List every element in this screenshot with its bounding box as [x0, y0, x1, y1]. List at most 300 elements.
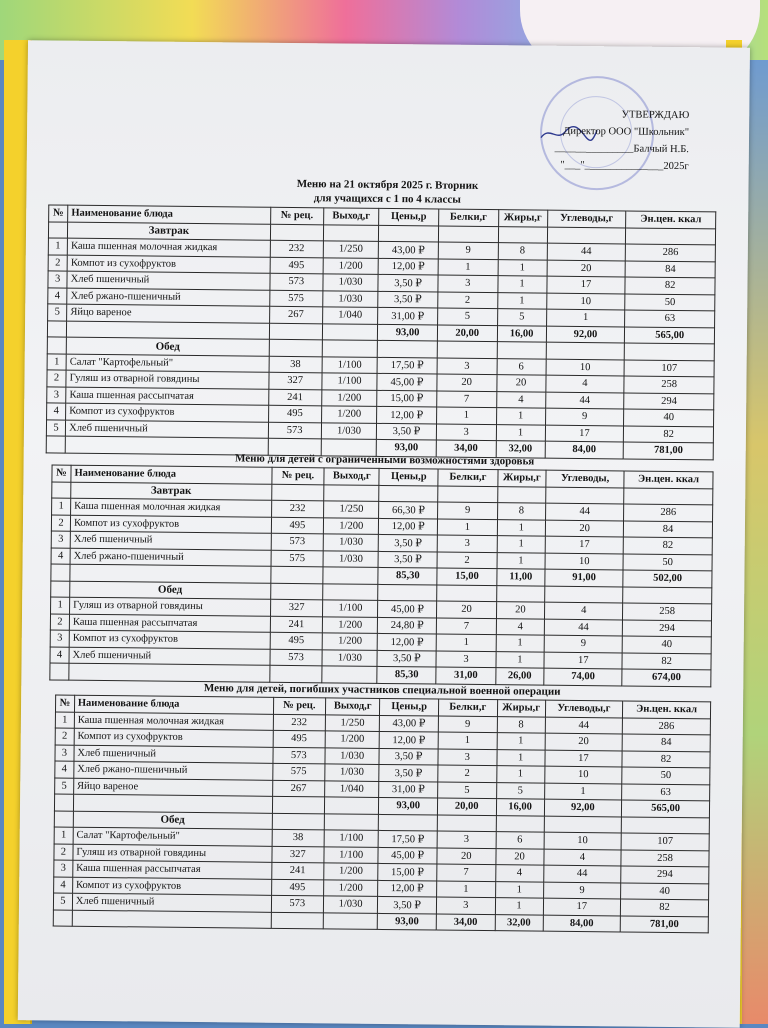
table-cell: 4 — [48, 287, 67, 304]
table-cell: 1 — [55, 712, 74, 729]
table-cell: Каша пшенная молочная жидкая — [71, 498, 272, 517]
table-cell: Хлеб пшеничный — [69, 647, 270, 666]
table-cell: Каша пшенная рассыпчатая — [69, 614, 270, 633]
column-header: Наименование блюда — [68, 205, 271, 224]
table-cell: 15,00 ₽ — [378, 863, 437, 880]
table-cell: 2 — [438, 765, 497, 782]
table-cell: 4 — [54, 877, 73, 894]
empty-cell — [323, 912, 378, 929]
table-cell: 241 — [268, 389, 321, 406]
table-cell: 294 — [621, 866, 709, 883]
table-cell: 3,50 ₽ — [377, 423, 437, 440]
table-cell: 1/200 — [324, 863, 379, 880]
table-cell: 3,50 ₽ — [378, 896, 437, 913]
table-cell: Компот из сухофруктов — [72, 877, 271, 896]
table-cell: 63 — [625, 310, 715, 327]
empty-cell — [438, 226, 498, 243]
table-cell: 7 — [437, 618, 496, 635]
column-header: Углеводы, — [546, 470, 624, 487]
table-cell: 1 — [47, 353, 66, 370]
table-cell: 1/030 — [323, 550, 378, 567]
section-3-title: Меню для детей, погибших участников специальной военной операции — [203, 682, 561, 698]
empty-cell — [379, 814, 438, 831]
table-cell: 1/250 — [325, 714, 380, 731]
table-cell: 9 — [543, 882, 621, 899]
table-cell: 1/200 — [324, 517, 379, 534]
table-cell: 4 — [544, 849, 622, 866]
table-cell: Каша пшенная молочная жидкая — [74, 712, 273, 731]
table-cell: 82 — [622, 750, 710, 767]
column-header: Цены,р — [379, 208, 439, 225]
table-cell: 17 — [544, 652, 622, 669]
table-cell: 1/030 — [325, 747, 380, 764]
table-cell: 4 — [495, 865, 543, 882]
meal-group-title: Завтрак — [71, 482, 272, 501]
table-cell: 3,50 ₽ — [379, 748, 438, 765]
approval-title: УТВЕРЖДАЮ — [621, 109, 690, 122]
table-cell: 3 — [437, 831, 496, 848]
table-cell: 12,00 ₽ — [378, 880, 437, 897]
column-header: Выход,г — [323, 208, 379, 225]
total-cell: 16,00 — [497, 325, 546, 342]
table-cell: 1 — [496, 766, 544, 783]
empty-cell — [270, 566, 323, 583]
empty-cell — [625, 343, 715, 360]
menu-table-section-1 — [46, 204, 717, 459]
empty-cell — [497, 486, 546, 503]
empty-cell — [377, 340, 437, 357]
column-header: Цены,р — [380, 698, 439, 715]
table-cell: 24,80 ₽ — [378, 617, 437, 634]
total-cell: 34,00 — [436, 440, 496, 457]
column-header: № рец. — [270, 207, 323, 224]
table-cell: 43,00 ₽ — [380, 715, 439, 732]
table-cell: Компот из сухофруктов — [66, 403, 269, 422]
empty-cell — [323, 583, 378, 600]
empty-cell — [70, 564, 271, 583]
table-cell: 20 — [496, 375, 545, 392]
table-cell: 5 — [53, 893, 72, 910]
total-cell: 74,00 — [544, 668, 622, 685]
empty-cell — [271, 912, 323, 929]
table-cell: 3 — [436, 897, 495, 914]
empty-cell — [47, 337, 66, 354]
total-cell: 31,00 — [436, 667, 495, 684]
table-cell: Компот из сухофруктов — [74, 728, 273, 747]
table-cell: 327 — [272, 846, 324, 863]
table-cell: 12,00 ₽ — [379, 518, 438, 535]
table-cell: 84 — [622, 734, 710, 751]
empty-cell — [378, 584, 437, 601]
table-cell: 1/100 — [323, 600, 378, 617]
total-cell: 84,00 — [543, 915, 621, 932]
table-cell: 8 — [498, 243, 547, 260]
empty-cell — [324, 797, 379, 814]
table-cell: 286 — [624, 504, 713, 521]
empty-cell — [547, 227, 626, 244]
total-cell: 674,00 — [622, 669, 711, 686]
table-cell: 3 — [48, 271, 67, 288]
table-cell: 1 — [438, 519, 497, 536]
total-cell: 502,00 — [623, 570, 712, 587]
table-cell: 17,50 ₽ — [377, 357, 437, 374]
table-cell: Салат "Картофельный" — [66, 354, 269, 373]
table-cell: 9 — [438, 242, 498, 259]
table-cell: 1 — [496, 408, 545, 425]
column-header: Выход,г — [324, 468, 379, 485]
total-cell: 32,00 — [496, 441, 545, 458]
table-cell: 232 — [271, 500, 324, 517]
table-cell: 3,50 ₽ — [379, 764, 438, 781]
total-cell: 85,30 — [378, 567, 437, 584]
empty-cell — [379, 225, 439, 242]
table-cell: 12,00 ₽ — [379, 731, 438, 748]
total-cell: 93,00 — [379, 797, 438, 814]
table-cell: Каша пшенная рассыпчатая — [66, 387, 269, 406]
table-cell: 3 — [50, 630, 69, 647]
table-cell: 3 — [437, 358, 497, 375]
table-cell: 1/250 — [323, 241, 379, 258]
empty-cell — [322, 666, 377, 683]
table-cell: 31,00 ₽ — [378, 307, 438, 324]
table-cell: 7 — [437, 864, 496, 881]
table-cell: 1 — [438, 259, 498, 276]
table-cell: 1 — [51, 597, 70, 614]
table-cell: 1 — [496, 424, 545, 441]
empty-cell — [438, 486, 497, 503]
table-cell: 4 — [545, 602, 623, 619]
table-cell: 573 — [273, 747, 325, 764]
column-header: № — [55, 695, 74, 712]
table-cell: 1 — [497, 733, 545, 750]
empty-cell — [51, 564, 70, 581]
table-cell: Хлеб ржано-пшеничный — [67, 288, 270, 307]
column-header: Эн.цен. ккал — [626, 211, 716, 228]
table-cell: 286 — [622, 717, 710, 734]
table-cell: 1/030 — [321, 422, 377, 439]
table-cell: 5 — [438, 782, 497, 799]
table-cell: 17 — [545, 425, 624, 442]
empty-cell — [272, 796, 324, 813]
table-cell: 2 — [55, 728, 74, 745]
table-cell: 1/030 — [324, 534, 379, 551]
empty-cell — [269, 323, 322, 340]
menu-table-section-3 — [53, 695, 711, 934]
table-cell: 12,00 ₽ — [378, 258, 438, 275]
table-cell: 1/100 — [322, 356, 378, 373]
table-cell: 2 — [50, 613, 69, 630]
table-cell: 38 — [269, 356, 322, 373]
empty-cell — [54, 811, 73, 828]
table-cell: 495 — [268, 405, 321, 422]
empty-cell — [269, 339, 322, 356]
table-cell: 1 — [436, 407, 496, 424]
table-cell: 5 — [497, 309, 546, 326]
section-1-subtitle: для учащихся с 1 по 4 классы — [313, 192, 461, 206]
table-cell: Хлеб пшеничный — [66, 420, 269, 439]
table-cell: 258 — [623, 603, 712, 620]
table-cell: 44 — [544, 619, 622, 636]
table-cell: 82 — [625, 277, 715, 294]
table-cell: 1 — [498, 259, 547, 276]
table-cell: 3,50 ₽ — [378, 534, 437, 551]
table-cell: 1/200 — [325, 731, 380, 748]
table-cell: 40 — [624, 409, 714, 426]
column-header: Белки,г — [439, 209, 499, 226]
empty-cell — [73, 794, 272, 813]
empty-cell — [271, 484, 324, 501]
section-1-title: Меню на 21 октября 2025 г. Вторник — [296, 178, 479, 192]
empty-cell — [323, 567, 378, 584]
total-cell: 565,00 — [622, 800, 710, 817]
table-cell: 15,00 ₽ — [377, 390, 437, 407]
table-cell: 20 — [495, 848, 543, 865]
table-cell: 20 — [547, 260, 626, 277]
table-cell: Хлеб ржано-пшеничный — [74, 761, 273, 780]
table-cell: Компот из сухофруктов — [67, 255, 270, 274]
table-cell: 8 — [497, 716, 545, 733]
column-header: Наименование блюда — [74, 695, 273, 714]
empty-cell — [54, 794, 73, 811]
table-cell: 44 — [545, 392, 624, 409]
table-cell: 40 — [622, 636, 711, 653]
table-cell: 9 — [545, 408, 624, 425]
column-header: Цены,р — [379, 468, 438, 485]
table-cell: Компот из сухофруктов — [69, 630, 270, 649]
table-cell: 45,00 ₽ — [377, 373, 437, 390]
table-cell: Гуляш из отварной говядины — [70, 597, 271, 616]
table-cell: 6 — [496, 832, 544, 849]
approval-date: "___"_______________2025г — [560, 159, 689, 173]
empty-cell — [69, 663, 270, 682]
empty-cell — [324, 484, 379, 501]
empty-cell — [270, 583, 323, 600]
table-cell: 3 — [438, 535, 497, 552]
table-cell: 241 — [271, 862, 323, 879]
total-cell: 11,00 — [496, 569, 545, 586]
table-cell: 327 — [268, 372, 321, 389]
table-cell: 4 — [55, 761, 74, 778]
table-cell: 5 — [48, 304, 67, 321]
table-cell: 573 — [268, 422, 321, 439]
table-cell: 2 — [438, 292, 498, 309]
table-cell: 1 — [496, 749, 544, 766]
table-cell: 4 — [496, 391, 545, 408]
table-cell: 20 — [496, 602, 545, 619]
empty-cell — [52, 481, 71, 498]
table-cell: 4 — [545, 375, 624, 392]
table-cell: 20 — [437, 374, 497, 391]
total-cell: 781,00 — [624, 442, 714, 459]
table-cell: 1 — [546, 309, 625, 326]
table-cell: 232 — [270, 240, 323, 257]
total-cell: 20,00 — [437, 798, 496, 815]
empty-cell — [324, 813, 379, 830]
table-cell: 1 — [497, 536, 546, 553]
empty-cell — [72, 910, 271, 929]
table-cell: 12,00 ₽ — [377, 633, 436, 650]
table-cell: 1/250 — [324, 501, 379, 518]
empty-cell — [53, 910, 72, 927]
empty-cell — [546, 342, 625, 359]
table-cell: 495 — [273, 730, 325, 747]
column-header: Эн.цен. ккал — [624, 471, 713, 488]
table-cell: 3 — [438, 275, 498, 292]
table-cell: 84 — [625, 260, 715, 277]
table-cell: 1/040 — [325, 780, 380, 797]
table-cell: 575 — [272, 763, 324, 780]
table-cell: 3,50 ₽ — [378, 274, 438, 291]
total-cell: 26,00 — [495, 668, 544, 685]
empty-cell — [498, 226, 547, 243]
column-header: № — [52, 465, 71, 482]
table-cell: 495 — [270, 632, 323, 649]
total-cell: 92,00 — [546, 326, 625, 343]
empty-cell — [322, 323, 378, 340]
table-cell: 1 — [544, 783, 622, 800]
table-cell: Яйцо вареное — [67, 304, 270, 323]
table-cell: 1 — [495, 881, 543, 898]
column-header: Жиры,г — [497, 700, 545, 717]
section-2-title: Меню для детей с ограниченными возможностями здоровья — [234, 452, 535, 468]
empty-cell — [623, 586, 712, 603]
total-cell: 93,00 — [378, 324, 438, 341]
table-cell: 2 — [437, 552, 496, 569]
table-cell: 3,50 ₽ — [378, 551, 437, 568]
empty-cell — [621, 816, 709, 833]
table-cell: 1/100 — [324, 830, 379, 847]
total-cell: 34,00 — [436, 914, 495, 931]
empty-cell — [269, 665, 322, 682]
table-cell: 3 — [54, 860, 73, 877]
table-cell: 573 — [270, 273, 323, 290]
table-cell: 267 — [269, 306, 322, 323]
empty-cell — [496, 585, 545, 602]
table-cell: 17 — [545, 536, 623, 553]
table-cell: 17,50 ₽ — [378, 830, 437, 847]
table-cell: Салат "Картофельный" — [73, 827, 272, 846]
table-cell: 66,30 ₽ — [379, 501, 438, 518]
table-cell: 8 — [497, 503, 546, 520]
table-cell: 5 — [437, 308, 497, 325]
table-cell: 10 — [546, 359, 625, 376]
column-header: Белки,г — [438, 469, 497, 486]
total-cell: 16,00 — [496, 799, 544, 816]
empty-cell — [272, 813, 324, 830]
table-cell: Каша пшенная рассыпчатая — [73, 860, 272, 879]
table-cell: 1 — [54, 827, 73, 844]
table-cell: 7 — [437, 391, 497, 408]
column-header: Углеводы,г — [545, 700, 623, 717]
menu-sheet — [18, 40, 750, 1028]
table-cell: 10 — [546, 293, 625, 310]
table-cell: 1 — [52, 498, 71, 515]
table-cell: 3 — [55, 745, 74, 762]
empty-cell — [50, 663, 69, 680]
column-header: № рец. — [271, 467, 324, 484]
column-header: Выход,г — [325, 698, 380, 715]
table-cell: 1/200 — [323, 257, 379, 274]
table-cell: 294 — [623, 619, 712, 636]
table-cell: 2 — [47, 370, 66, 387]
table-cell: 286 — [626, 244, 716, 261]
table-cell: 1 — [496, 635, 545, 652]
table-cell: 1/030 — [325, 764, 380, 781]
table-cell: 50 — [622, 767, 710, 784]
column-header: № рец. — [273, 697, 325, 714]
table-cell: 232 — [273, 714, 325, 731]
empty-cell — [51, 580, 70, 597]
table-cell: 3 — [51, 531, 70, 548]
table-cell: 44 — [546, 503, 624, 520]
table-cell: 43,00 ₽ — [379, 241, 439, 258]
total-cell: 93,00 — [378, 913, 437, 930]
empty-cell — [270, 224, 323, 241]
table-cell: 10 — [545, 553, 623, 570]
table-cell: 1/200 — [323, 633, 378, 650]
total-cell: 20,00 — [437, 325, 497, 342]
table-cell: 495 — [271, 879, 323, 896]
table-cell: 1 — [497, 519, 546, 536]
total-cell: 93,00 — [376, 439, 436, 456]
meal-group-title: Завтрак — [68, 222, 271, 241]
table-cell: 31,00 ₽ — [379, 781, 438, 798]
table-cell: 6 — [497, 358, 546, 375]
table-cell: Хлеб пшеничный — [70, 531, 271, 550]
table-cell: 9 — [438, 502, 497, 519]
table-cell: 1/200 — [324, 879, 379, 896]
table-cell: 17 — [546, 276, 625, 293]
table-cell: 495 — [271, 517, 324, 534]
column-header: № — [49, 205, 68, 222]
table-cell: 17 — [543, 898, 621, 915]
table-cell: 573 — [271, 895, 323, 912]
column-header: Белки,г — [438, 699, 497, 716]
column-header: Наименование блюда — [71, 465, 272, 484]
table-cell: 1/040 — [322, 307, 378, 324]
table-cell: 4 — [50, 646, 69, 663]
table-cell: 1/030 — [323, 274, 379, 291]
empty-cell — [437, 585, 496, 602]
table-cell: 63 — [622, 783, 710, 800]
table-cell: 1 — [497, 292, 546, 309]
table-cell: 1 — [495, 898, 543, 915]
total-cell: 15,00 — [437, 568, 496, 585]
table-cell: 241 — [270, 616, 323, 633]
table-cell: 1/200 — [322, 389, 378, 406]
table-cell: 575 — [269, 290, 322, 307]
table-cell: 40 — [621, 882, 709, 899]
table-cell: 4 — [47, 403, 66, 420]
empty-cell — [546, 487, 624, 504]
table-cell: 1 — [497, 552, 546, 569]
table-cell: 5 — [55, 778, 74, 795]
table-cell: 10 — [544, 766, 622, 783]
table-cell: 3 — [438, 749, 497, 766]
table-cell: 573 — [271, 533, 324, 550]
table-cell: 1/030 — [323, 290, 379, 307]
empty-cell — [437, 815, 496, 832]
empty-cell — [323, 224, 379, 241]
empty-cell — [47, 320, 66, 337]
table-cell: 3 — [436, 651, 495, 668]
table-cell: 82 — [623, 537, 712, 554]
table-cell: 4 — [496, 618, 545, 635]
table-cell: 1 — [437, 634, 496, 651]
empty-cell — [496, 815, 544, 832]
meal-group-title: Обед — [70, 581, 271, 600]
table-cell: 107 — [621, 833, 709, 850]
